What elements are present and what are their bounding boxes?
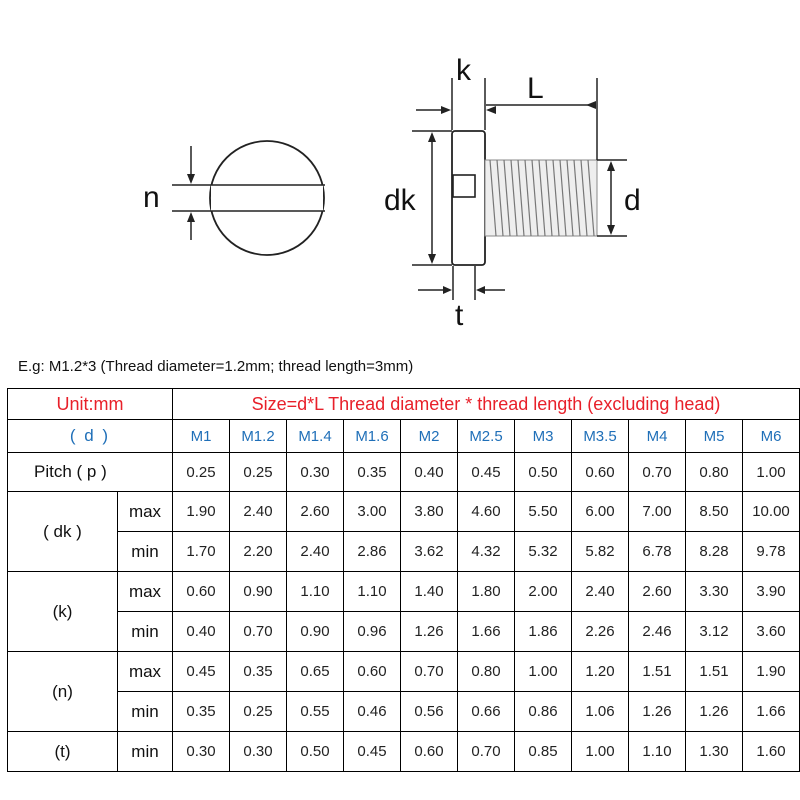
label-k: k: [456, 54, 471, 87]
table-cell: 3.90: [743, 572, 800, 612]
table-cell: 0.35: [344, 453, 401, 492]
table-cell: 1.20: [572, 652, 629, 692]
size-header: M3.5: [572, 420, 629, 453]
table-cell: 1.60: [743, 732, 800, 772]
table-cell: 6.00: [572, 492, 629, 532]
table-cell: 3.80: [401, 492, 458, 532]
table-cell: 0.25: [230, 692, 287, 732]
table-cell: 1.51: [686, 652, 743, 692]
unit-label: Unit:mm: [8, 389, 173, 420]
table-cell: 2.60: [287, 492, 344, 532]
table-cell: 0.80: [458, 652, 515, 692]
table-cell: 5.82: [572, 532, 629, 572]
table-cell: 0.56: [401, 692, 458, 732]
table-cell: 0.70: [401, 652, 458, 692]
dk-label: ( dk ): [8, 492, 118, 572]
table-cell: 0.25: [173, 453, 230, 492]
max-label: max: [118, 572, 173, 612]
label-dk: dk: [384, 184, 416, 217]
screw-side-view: [384, 54, 641, 332]
table-cell: 1.00: [743, 453, 800, 492]
label-n: n: [143, 181, 160, 214]
table-cell: 1.26: [629, 692, 686, 732]
table-cell: 2.40: [287, 532, 344, 572]
table-cell: 1.26: [686, 692, 743, 732]
table-cell: 7.00: [629, 492, 686, 532]
table-cell: 0.70: [458, 732, 515, 772]
table-cell: 2.60: [629, 572, 686, 612]
table-cell: 0.45: [173, 652, 230, 692]
size-title: Size=d*L Thread diameter * thread length (excluding head): [173, 389, 800, 420]
k-max-row: [8, 572, 800, 612]
table-cell: 2.00: [515, 572, 572, 612]
table-cell: 3.62: [401, 532, 458, 572]
screw-spec-table: [7, 388, 800, 772]
table-cell: 9.78: [743, 532, 800, 572]
table-cell: 1.90: [173, 492, 230, 532]
d-label: ( d ): [8, 420, 173, 453]
max-label: max: [118, 492, 173, 532]
label-d: d: [624, 184, 641, 217]
min-label: min: [118, 732, 173, 772]
table-cell: 1.51: [629, 652, 686, 692]
n-min-row: [8, 692, 800, 732]
size-header: M2.5: [458, 420, 515, 453]
table-cell: 1.66: [743, 692, 800, 732]
table-cell: 3.30: [686, 572, 743, 612]
table-cell: 0.85: [515, 732, 572, 772]
table-cell: 0.90: [287, 612, 344, 652]
size-header: M1.2: [230, 420, 287, 453]
size-header: M1.4: [287, 420, 344, 453]
table-cell: 1.86: [515, 612, 572, 652]
table-cell: 0.60: [401, 732, 458, 772]
header-row-title: [8, 389, 800, 420]
table-cell: 2.26: [572, 612, 629, 652]
k-min-row: [8, 612, 800, 652]
table-cell: 1.10: [287, 572, 344, 612]
table-cell: 5.50: [515, 492, 572, 532]
table-cell: 0.40: [173, 612, 230, 652]
n-max-row: [8, 652, 800, 692]
table-cell: 2.86: [344, 532, 401, 572]
dk-max-row: [8, 492, 800, 532]
size-header: M1: [173, 420, 230, 453]
table-cell: 1.30: [686, 732, 743, 772]
table-cell: 10.00: [743, 492, 800, 532]
example-note: E.g: M1.2*3 (Thread diameter=1.2mm; thread length=3mm): [18, 358, 414, 375]
table-cell: 1.10: [629, 732, 686, 772]
table-cell: 2.46: [629, 612, 686, 652]
table-cell: 1.00: [515, 652, 572, 692]
table-cell: 8.50: [686, 492, 743, 532]
min-label: min: [118, 532, 173, 572]
table-cell: 0.45: [458, 453, 515, 492]
size-header: M2: [401, 420, 458, 453]
table-cell: 0.30: [173, 732, 230, 772]
table-cell: 2.40: [572, 572, 629, 612]
table-cell: 6.78: [629, 532, 686, 572]
size-header: M3: [515, 420, 572, 453]
size-header: M6: [743, 420, 800, 453]
pitch-label: Pitch ( p ): [8, 453, 173, 492]
k-label: (k): [8, 572, 118, 652]
size-header: M1.6: [344, 420, 401, 453]
table-cell: 0.35: [173, 692, 230, 732]
table-cell: 0.86: [515, 692, 572, 732]
label-L: L: [527, 72, 544, 105]
table-cell: 3.00: [344, 492, 401, 532]
label-t: t: [455, 299, 464, 332]
table-cell: 4.32: [458, 532, 515, 572]
n-label: (n): [8, 652, 118, 732]
t-min-row: [8, 732, 800, 772]
table-cell: 0.55: [287, 692, 344, 732]
table-cell: 0.60: [572, 453, 629, 492]
table-cell: 0.30: [287, 453, 344, 492]
pitch-row: [8, 453, 800, 492]
size-header: M4: [629, 420, 686, 453]
min-label: min: [118, 692, 173, 732]
table-cell: 1.40: [401, 572, 458, 612]
table-cell: 1.80: [458, 572, 515, 612]
table-cell: 0.25: [230, 453, 287, 492]
table-cell: 0.65: [287, 652, 344, 692]
table-cell: 0.60: [344, 652, 401, 692]
min-label: min: [118, 612, 173, 652]
table-cell: 0.46: [344, 692, 401, 732]
table-cell: 4.60: [458, 492, 515, 532]
table-cell: 0.45: [344, 732, 401, 772]
table-cell: 8.28: [686, 532, 743, 572]
table-cell: 1.66: [458, 612, 515, 652]
table-cell: 0.70: [230, 612, 287, 652]
table-cell: 1.10: [344, 572, 401, 612]
screw-dimension-diagram: [0, 0, 800, 345]
table-cell: 3.60: [743, 612, 800, 652]
t-label: (t): [8, 732, 118, 772]
table-cell: 1.06: [572, 692, 629, 732]
table-cell: 0.50: [287, 732, 344, 772]
dk-min-row: [8, 532, 800, 572]
table-cell: 1.26: [401, 612, 458, 652]
header-row-sizes: [8, 420, 800, 453]
table-cell: 2.40: [230, 492, 287, 532]
table-cell: 1.00: [572, 732, 629, 772]
table-cell: 1.90: [743, 652, 800, 692]
max-label: max: [118, 652, 173, 692]
table-cell: 3.12: [686, 612, 743, 652]
table-cell: 0.66: [458, 692, 515, 732]
head-top-view: [143, 141, 325, 255]
table-cell: 5.32: [515, 532, 572, 572]
table-cell: 0.70: [629, 453, 686, 492]
table-cell: 2.20: [230, 532, 287, 572]
table-cell: 0.30: [230, 732, 287, 772]
table-cell: 0.90: [230, 572, 287, 612]
table-cell: 0.40: [401, 453, 458, 492]
table-cell: 0.96: [344, 612, 401, 652]
size-header: M5: [686, 420, 743, 453]
table-cell: 1.70: [173, 532, 230, 572]
table-cell: 0.60: [173, 572, 230, 612]
table-cell: 0.35: [230, 652, 287, 692]
table-cell: 0.80: [686, 453, 743, 492]
table-cell: 0.50: [515, 453, 572, 492]
